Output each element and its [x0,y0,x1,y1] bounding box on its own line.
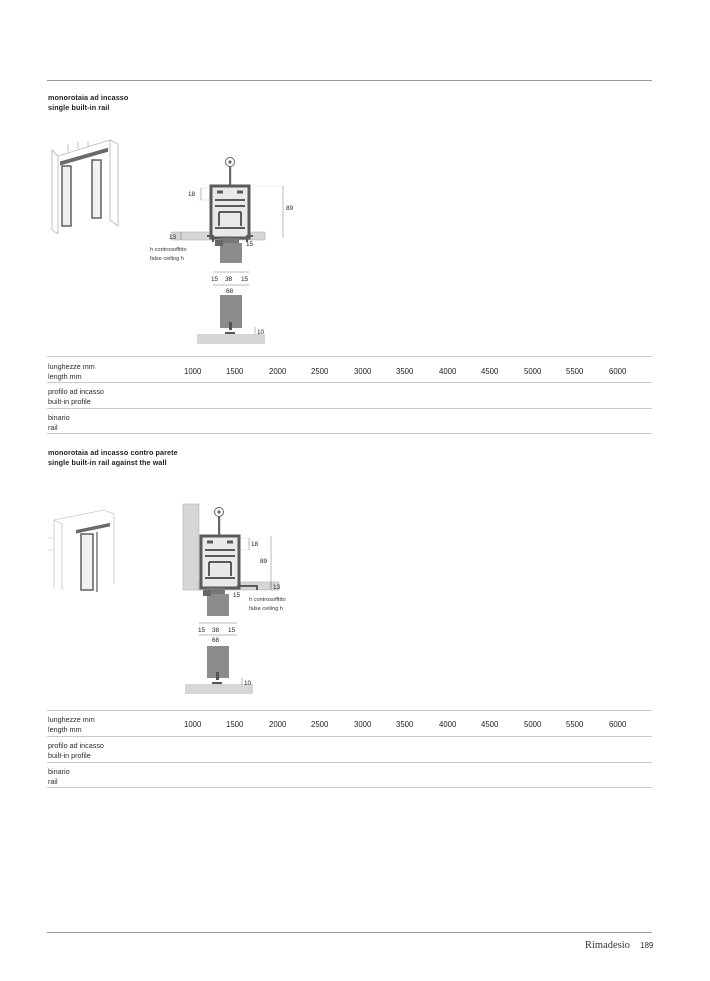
section1-title [48,93,128,112]
section1-length-value: 4000 [439,367,457,376]
section2-dim-68: 68 [212,637,220,644]
section2-dim-38: 38 [212,627,220,634]
section1-length-value: 4500 [481,367,499,376]
section2-floor [185,684,253,694]
section1-door-panel-top [220,243,242,263]
footer-rule [47,932,652,933]
section2-rail-label [48,767,70,786]
section1-rail-label [48,413,70,432]
section1-title-en: single built-in rail [48,102,110,112]
section1-sketch-door-left [62,166,71,226]
section1-dim-13: 13 [169,234,177,241]
section1-technical-drawing [145,150,295,350]
section2-wall [183,504,199,590]
section1-ceiling-label-it: h controsoffitto [150,247,187,253]
section2-length-label [48,715,95,734]
section2-technical-drawing [183,500,323,700]
section1-title-it: monorotaia ad incasso [48,93,129,102]
section1-rail-label-en: rail [48,422,58,432]
section1-length-value: 5000 [524,367,542,376]
section2-length-label-it: lunghezze mm [48,715,95,724]
section2-ceiling-label-it: h controsoffitto [249,597,286,603]
section2-length-label-en: length mm [48,724,82,734]
section1-ceiling-label-en: false ceiling h [150,256,184,262]
footer-brand: Rimadesio [585,940,630,951]
section2-dim-89: 89 [260,558,268,565]
section2-profile-label-it: profilo ad incasso [48,741,104,750]
section1-dim-89: 89 [286,205,294,212]
section2-length-value: 3500 [396,720,414,729]
section2-perspective-sketch [48,510,128,595]
section2-rail-label-it: binario [48,767,70,776]
section2-length-value: 1000 [184,720,202,729]
section1-length-value: 3000 [354,367,372,376]
section1-length-label [48,362,95,381]
section2-profile-label [48,741,104,760]
section1-perspective-sketch [48,140,128,240]
section1-length-value: 5500 [566,367,584,376]
section2-length-value: 6000 [609,720,627,729]
page-number: 189 [640,941,654,950]
section2-title-en: single built-in rail against the wall [48,457,167,467]
section1-dim-10: 10 [257,329,265,336]
section2-dim-18: 18 [251,541,259,548]
top-rule [47,80,652,81]
section2-table-rule [47,736,652,737]
section1-sketch-door-right [92,160,101,218]
section1-length-value: 6000 [609,367,627,376]
section2-length-value: 2000 [269,720,287,729]
section2-table-rule-bottom [47,787,652,788]
section2-length-value: 4500 [481,720,499,729]
section1-length-value: 3500 [396,367,414,376]
section2-sketch-rail [76,523,110,534]
section1-profile-label [48,387,104,406]
section1-table-rule [47,382,652,383]
section1-floor [197,334,265,344]
section1-dim-18: 18 [188,191,196,198]
section2-table-rule [47,762,652,763]
section2-dim-15-side: 15 [233,592,241,599]
section1-dim-15-side: 15 [246,241,254,248]
section2-profile-label-en: built-in profile [48,750,91,760]
section1-profile-label-it: profilo ad incasso [48,387,104,396]
section1-table-rule-bottom [47,433,652,434]
section2-length-value: 5500 [566,720,584,729]
section2-table-rule-top [47,710,652,711]
section1-table-rule-top [47,356,652,357]
section2-dim-15b: 15 [228,627,236,634]
section2-length-value: 5000 [524,720,542,729]
section2-title [48,448,178,467]
section1-profile-label-en: built-in profile [48,396,91,406]
section1-length-value: 1500 [226,367,244,376]
section2-length-value: 4000 [439,720,457,729]
section1-length-value: 2500 [311,367,329,376]
section1-length-value: 2000 [269,367,287,376]
section1-dim-38: 38 [225,276,233,283]
section1-rail-label-it: binario [48,413,70,422]
section2-length-value: 2500 [311,720,329,729]
section2-ceiling-label-en: false ceiling h [249,606,283,612]
section1-length-label-en: length mm [48,371,82,381]
section1-dim-15a: 15 [211,276,219,283]
section2-title-it: monorotaia ad incasso contro parete [48,448,178,457]
section2-length-value: 1500 [226,720,244,729]
section2-sketch-door [81,534,93,590]
section2-door-panel-top [207,594,229,616]
section1-length-label-it: lunghezze mm [48,362,95,371]
section1-dim-68: 68 [226,288,234,295]
section1-table-rule [47,408,652,409]
section1-dim-15b: 15 [241,276,249,283]
section2-rail-label-en: rail [48,776,58,786]
section2-dim-10: 10 [244,680,252,687]
section2-dim-13: 13 [273,584,281,591]
section2-dim-15a: 15 [198,627,206,634]
section1-length-value: 1000 [184,367,202,376]
section2-length-value: 3000 [354,720,372,729]
